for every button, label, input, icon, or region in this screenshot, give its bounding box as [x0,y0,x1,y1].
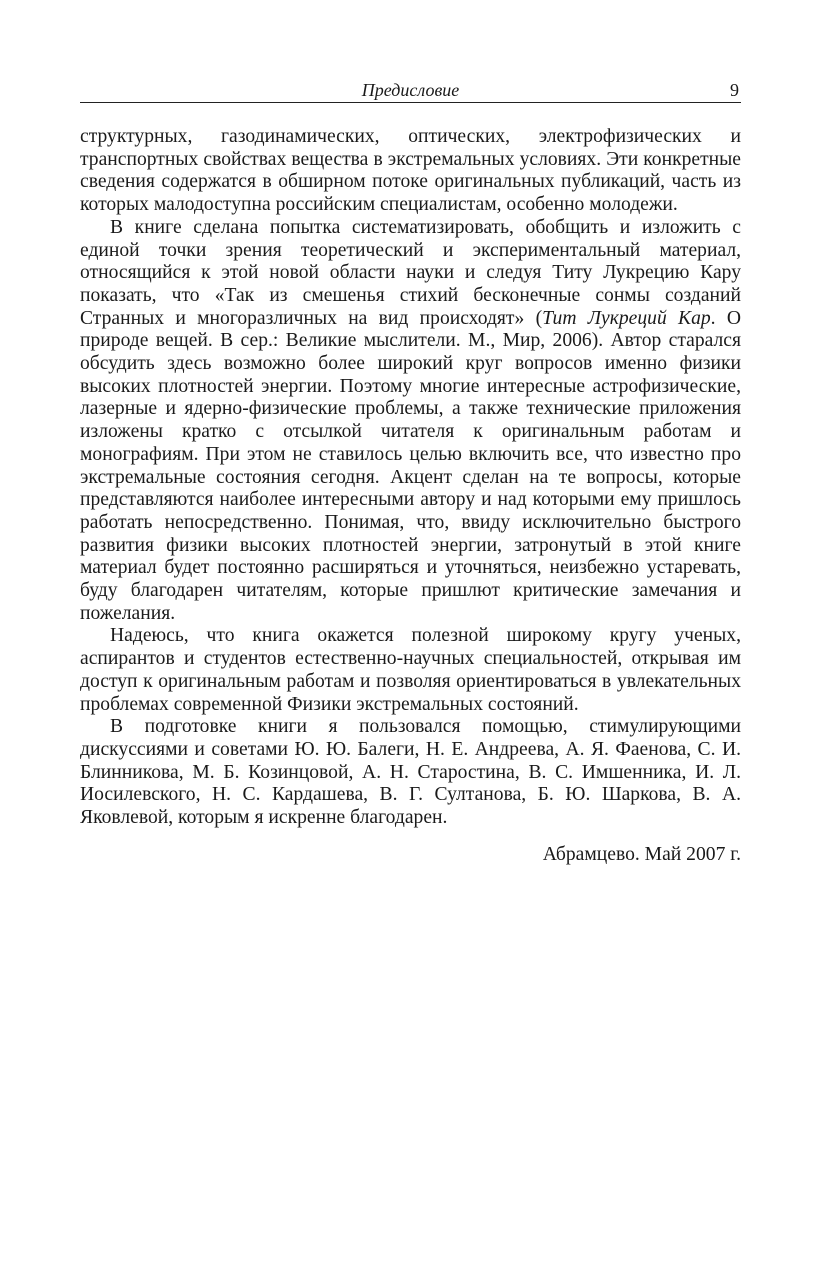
running-header [80,78,741,103]
paragraph-audience: Надеюсь, что книга окажется полезной широкому кругу ученых, аспирантов и студентов естественно-научных специальностей, открывая им доступ к оригинальным работам и позволяя ориентироваться в увлекательных проблемах современной Физики экстремальных состояний. [80,625,741,715]
citation-author: Тит Лукреций Кар [542,307,711,329]
paragraph-continuation: структурных, газодинамических, оптических, электрофизических и транспортных свойствах вещества в экстремальных условиях. Эти конкретные сведения содержатся в обширном потоке оригинальных публикаций, часть из которых малодоступна российским специалистам, особенно молодежи. [80,126,741,216]
paragraph-text-after-citation: . О природе вещей. В сер.: Великие мыслители. М., Мир, 2006). Автор старался обсудить здесь возможно более широкий круг вопросов именно физики высоких плотностей энергии. Поэтому многие интересные астрофизические, лазерные и ядерно-физические проблемы, а также технические приложения изложены кратко с отсылкой читателя к оригинальным работам и монографиям. При этом не ставилось целью включить все, что известно про экстремальные состояния сегодня. Акцент сделан на те вопросы, которые представляются наиболее интересными автору и над которыми ему пришлось работать непосредственно. Понимая, что, ввиду исключительно быстрого развития физики высоких плотностей энергии, затронутый в этой книге материал будет постоянно расширяться и уточняться, неизбежно устаревать, буду благодарен читателям, которые пришлют критические замечания и пожелания. [80,307,742,624]
place-date-signature: Абрамцево. Май 2007 г. [542,843,741,865]
paragraph-acknowledgements: В подготовке книги я пользовался помощью, стимулирующими дискуссиями и советами Ю. Ю. Балеги, Н. Е. Андреева, А. Я. Фаенова, С. И. Блинникова, М. Б. Козинцовой, А. Н. Старостина, В. С. Имшенника, И. Л. Иосилевского, Н. С. Кардашева, В. Г. Султанова, Б. Ю. Шаркова, В. А. Яковлевой, которым я искренне благодарен. [80,716,741,829]
running-title: Предисловие [361,80,460,100]
book-page [80,78,741,867]
paragraph-text-before-citation: В книге сделана попытка систематизировать, обобщить и изложить с единой точки зрения теоретический и экспериментальный материал, относящийся к этой новой области науки и следуя Титу Лукрецию Кару показать, что «Так из смешенья стихий бесконечные сонмы созданий Странных и многоразличных на вид происходят» ( [80,216,741,329]
page-body [80,126,741,830]
paragraph-book-purpose [80,217,741,626]
page-number: 9 [730,80,739,100]
